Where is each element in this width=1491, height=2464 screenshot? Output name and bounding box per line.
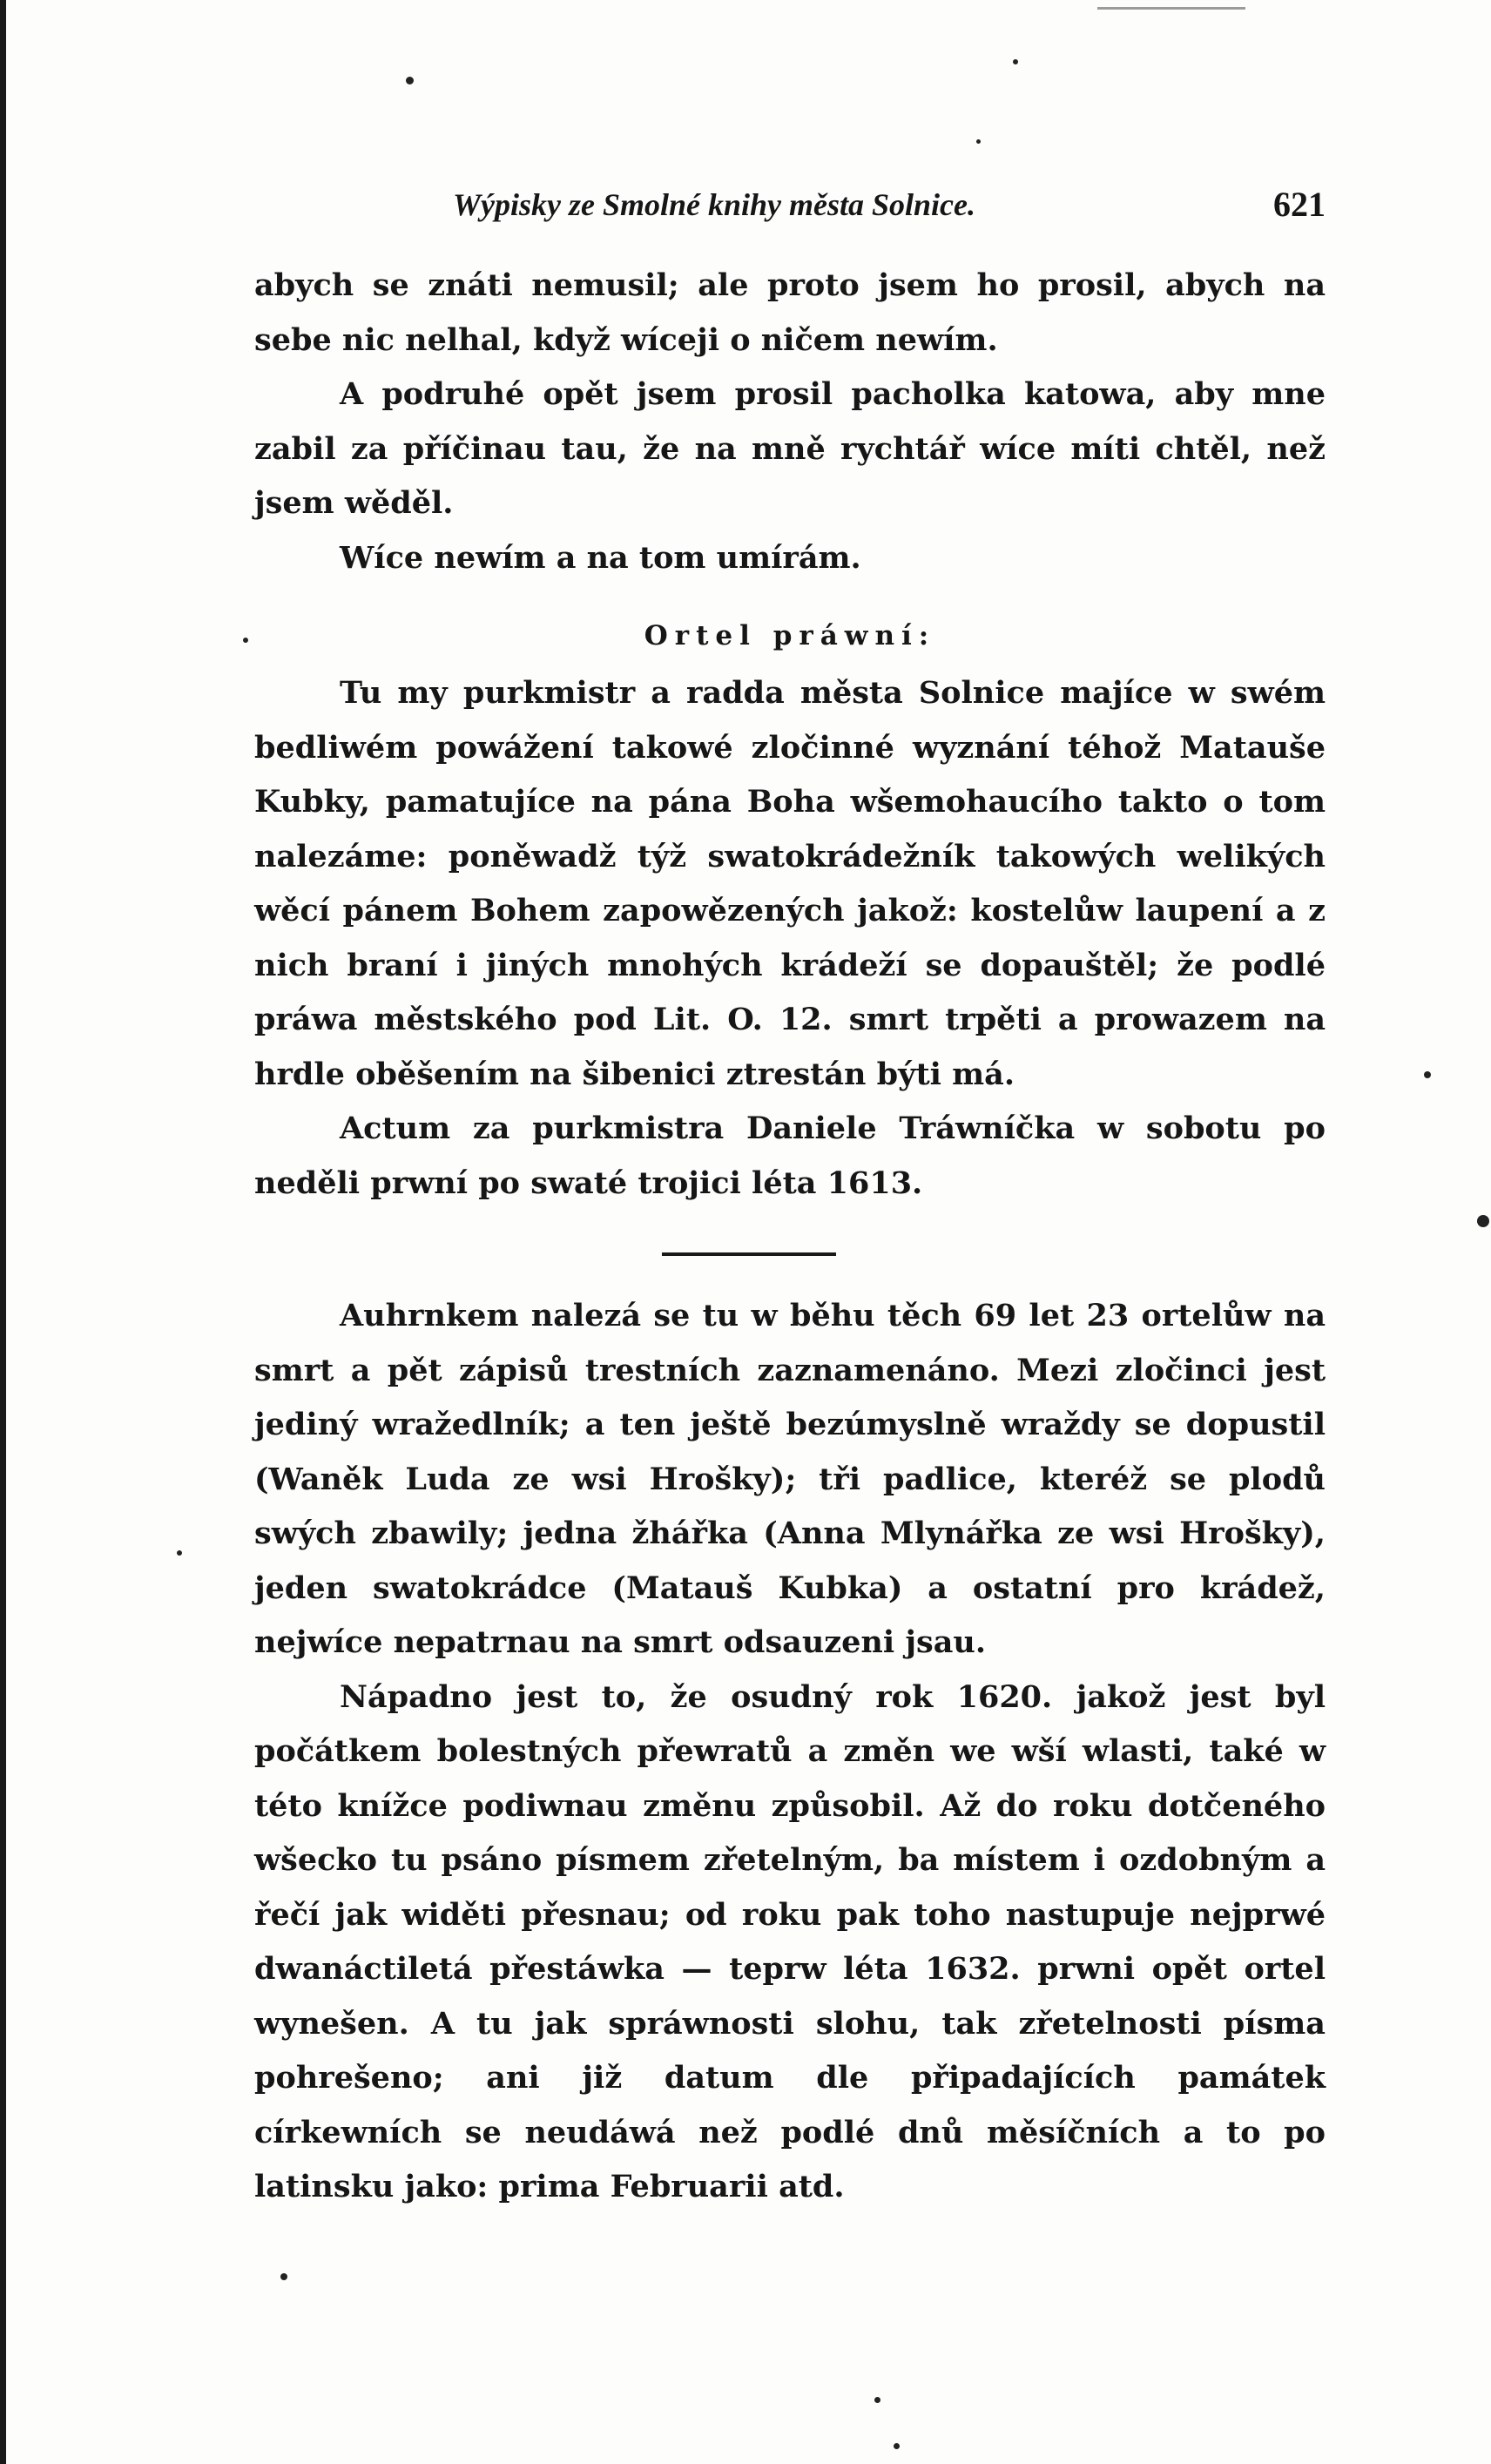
ink-speck [1477,1215,1489,1227]
ink-speck [177,1550,182,1556]
ink-speck [874,2397,880,2403]
paragraph: abych se znáti nemusil; ale proto jsem ho prosil, abych na sebe nic nelhal, když wíceji o ničem newím. [254,267,1326,358]
paragraph: Wíce newím a na tom umírám. [340,539,861,576]
paragraph: Tu my purkmistr a radda města Solnice majíce w swém bedliwém powážení takowé zločinné wyznání téhož Matauše Kubky, pamatujíce na pána Boha wšemohaucího takto o tom nalezáme: poněwadž týž swatokrádežník takowých welikých wěcí pánem Bohem zapowězených jakož: kostelůw laupení a z nich braní i jiných mnohých krádeží se dopauštěl; že podlé práwa městského pod Lit. O. 12. smrt trpěti a prowazem na hrdle oběšením na šibenici ztrestán býti má. [254,675,1326,1092]
paragraph: Nápadno jest to, že osudný rok 1620. jakož jest byl počátkem bolestných přewratů a změn we wší wlasti, také w této knížce podiwnau změnu způsobil. Až do roku dotčeného wšecko tu psáno písmem zřetelným, ba místem i ozdobným a řečí jak widěti přesnau; od roku pak toho nastupuje nejprwé dwanáctiletá přestáwka — teprw léta 1632. prwni opět ortel wynešen. A tu jak spráwnosti slohu, tak zřetelnosti písma pohrešeno; ani již datum dle připadajících památek církewních se neudáwá než podlé dnů měsíčních a to po latinsku jako: prima Februarii atd. [254,1678,1326,2204]
verdict-text [254,666,1326,1211]
ink-speck [976,139,981,144]
page-header [254,179,1326,231]
ink-speck [894,2443,900,2449]
binding-edge [0,0,6,2464]
page-number: 621 [1273,185,1326,224]
ink-speck [406,77,414,84]
ink-speck [1424,1071,1431,1078]
verdict-heading: Ortel práwní: [644,620,936,651]
paragraph: Actum za purkmistra Daniele Tráwníčka w sobotu po neděli prwní po swaté trojici léta 1613. [254,1110,1326,1201]
paragraph: Auhrnkem nalezá se tu w běhu těch 69 let 23 ortelůw na smrt a pět zápisů trestních zaznamenáno. Mezi zločinci jest jediný wražedlník; a ten ještě bezúmyslně wraždy se dopustil (Waněk Luda ze wsi Hrošky); tři padlice, kteréž se plodů swých zbawily; jedna žhářka (Anna Mlynářka ze wsi Hrošky), jeden swatokrádce (Matauš Kubka) a ostatní pro krádež, nejwíce nepatrnau na smrt odsauzeni jsau. [254,1298,1326,1660]
commentary-text [254,1289,1326,2215]
ink-speck [1013,59,1018,64]
section-divider [662,1252,836,1256]
scan-artifact-top [1097,7,1245,10]
ink-speck [243,638,248,643]
confession-text [254,259,1326,585]
paragraph: A podruhé opět jsem prosil pacholka katowa, aby mne zabil za příčinau tau, že na mně rychtář wíce míti chtěl, než jsem wěděl. [254,376,1326,521]
running-title: Wýpisky ze Smolné knihy města Solnice. [453,187,976,222]
ink-speck [280,2273,287,2280]
